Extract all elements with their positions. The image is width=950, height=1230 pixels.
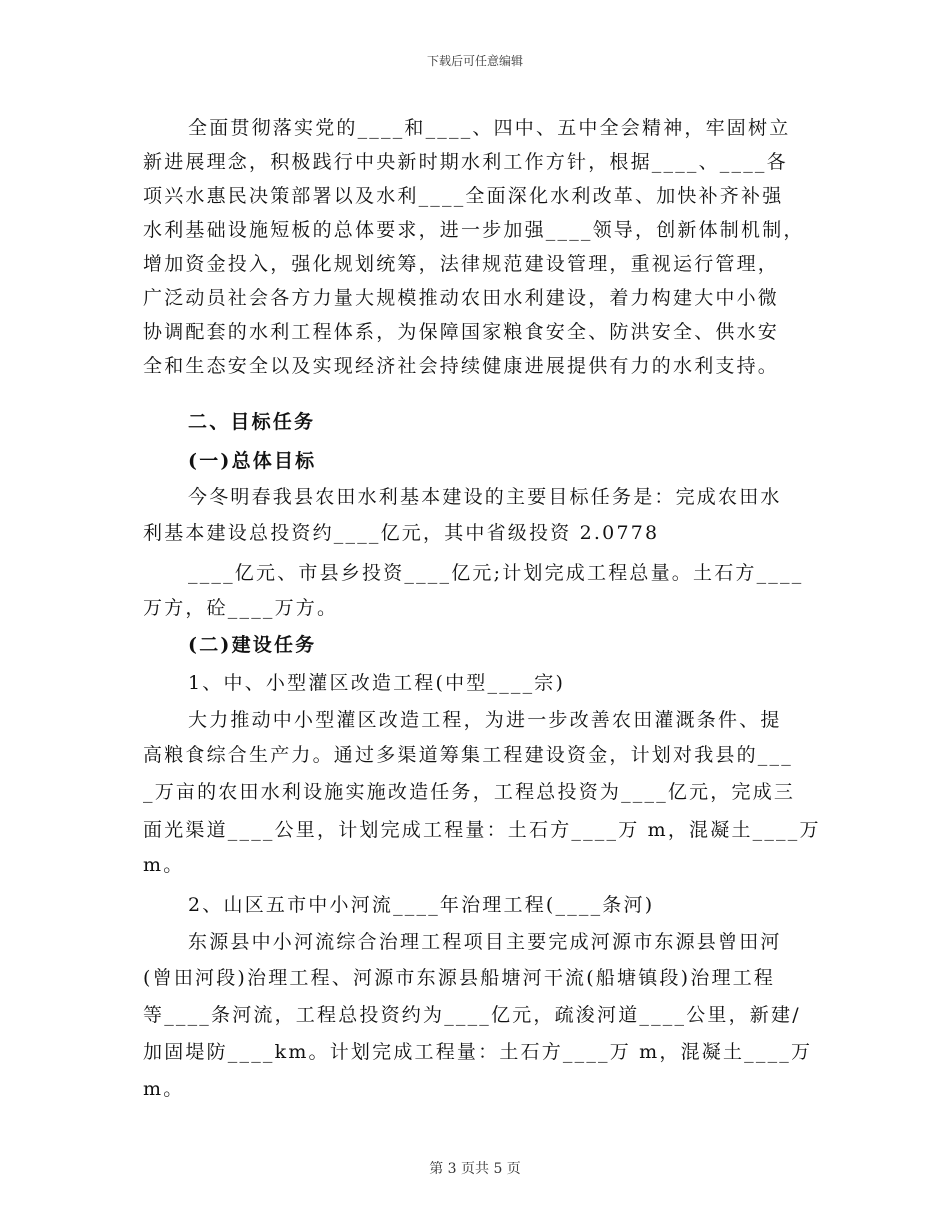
subsection-heading: (二)建设任务 [188, 634, 317, 656]
paragraph-line: 利基本建设总投资约____亿元，其中省级投资 2.0778 [143, 522, 660, 544]
paragraph-line: ____亿元、市县乡投资____亿元;计划完成工程总量。土石方____ [188, 562, 804, 584]
page-header: 下载后可任意编辑 [426, 54, 523, 68]
paragraph-line: 万方，砼____万方。 [143, 597, 339, 619]
section-heading: 二、目标任务 [188, 411, 316, 433]
paragraph-line: 东源县中小河流综合治理工程项目主要完成河源市东源县曾田河 [188, 931, 782, 953]
paragraph-line: 全面贯彻落实党的____和____、四中、五中全会精神，牢固树立 [188, 117, 791, 139]
paragraph-line: 协调配套的水利工程体系，为保障国家粮食安全、防洪安全、供水安 [143, 321, 780, 343]
paragraph-line: 新进展理念，积极践行中央新时期水利工作方针，根据____、____各 [143, 151, 788, 173]
paragraph-line: 今冬明春我县农田水利基本建设的主要目标任务是：完成农田水 [188, 486, 782, 508]
item-heading: 2、山区五市中小河流____年治理工程(____条河) [188, 894, 655, 916]
paragraph-line: _万亩的农田水利设施实施改造任务，工程总投资为____亿元，完成三 [143, 781, 796, 803]
paragraph-line: m。 [143, 854, 185, 876]
paragraph-line: m。 [143, 1078, 185, 1100]
page-footer: 第 3 页共 5 页 [429, 1161, 521, 1177]
paragraph-line: 项兴水惠民决策部署以及水利____全面深化水利改革、加快补齐补强 [143, 185, 784, 207]
paragraph-line: 增加资金投入，强化规划统筹，法律规范建设管理，重视运行管理， [143, 253, 780, 275]
paragraph-line: 大力推动中小型灌区改造工程，为进一步改善农田灌溉条件、提 [188, 709, 782, 731]
paragraph-line: (曾田河段)治理工程、河源市东源县船塘河干流(船塘镇段)治理工程 [143, 967, 776, 989]
paragraph-line: 等____条河流，工程总投资约为____亿元，疏浚河道____公里，新建/ [143, 1004, 801, 1026]
paragraph-line: 水利基础设施短板的总体要求，进一步加强____领导，创新体制机制， [143, 219, 805, 241]
paragraph-line: 面光渠道____公里，计划完成工程量：土石方____万 m，混凝土____万 [143, 819, 821, 841]
paragraph-line: 广泛动员社会各方力量大规模推动农田水利建设，着力构建大中小微 [143, 287, 780, 309]
item-heading: 1、中、小型灌区改造工程(中型____宗) [188, 672, 566, 694]
paragraph-line: 加固堤防____km。计划完成工程量：土石方____万 m，混凝土____万 [143, 1041, 813, 1063]
subsection-heading: (一)总体目标 [188, 450, 317, 472]
paragraph-line: 全和生态安全以及实现经济社会持续健康进展提供有力的水利支持。 [143, 355, 780, 377]
paragraph-line: 高粮食综合生产力。通过多渠道筹集工程建设资金，计划对我县的___ [143, 744, 793, 766]
